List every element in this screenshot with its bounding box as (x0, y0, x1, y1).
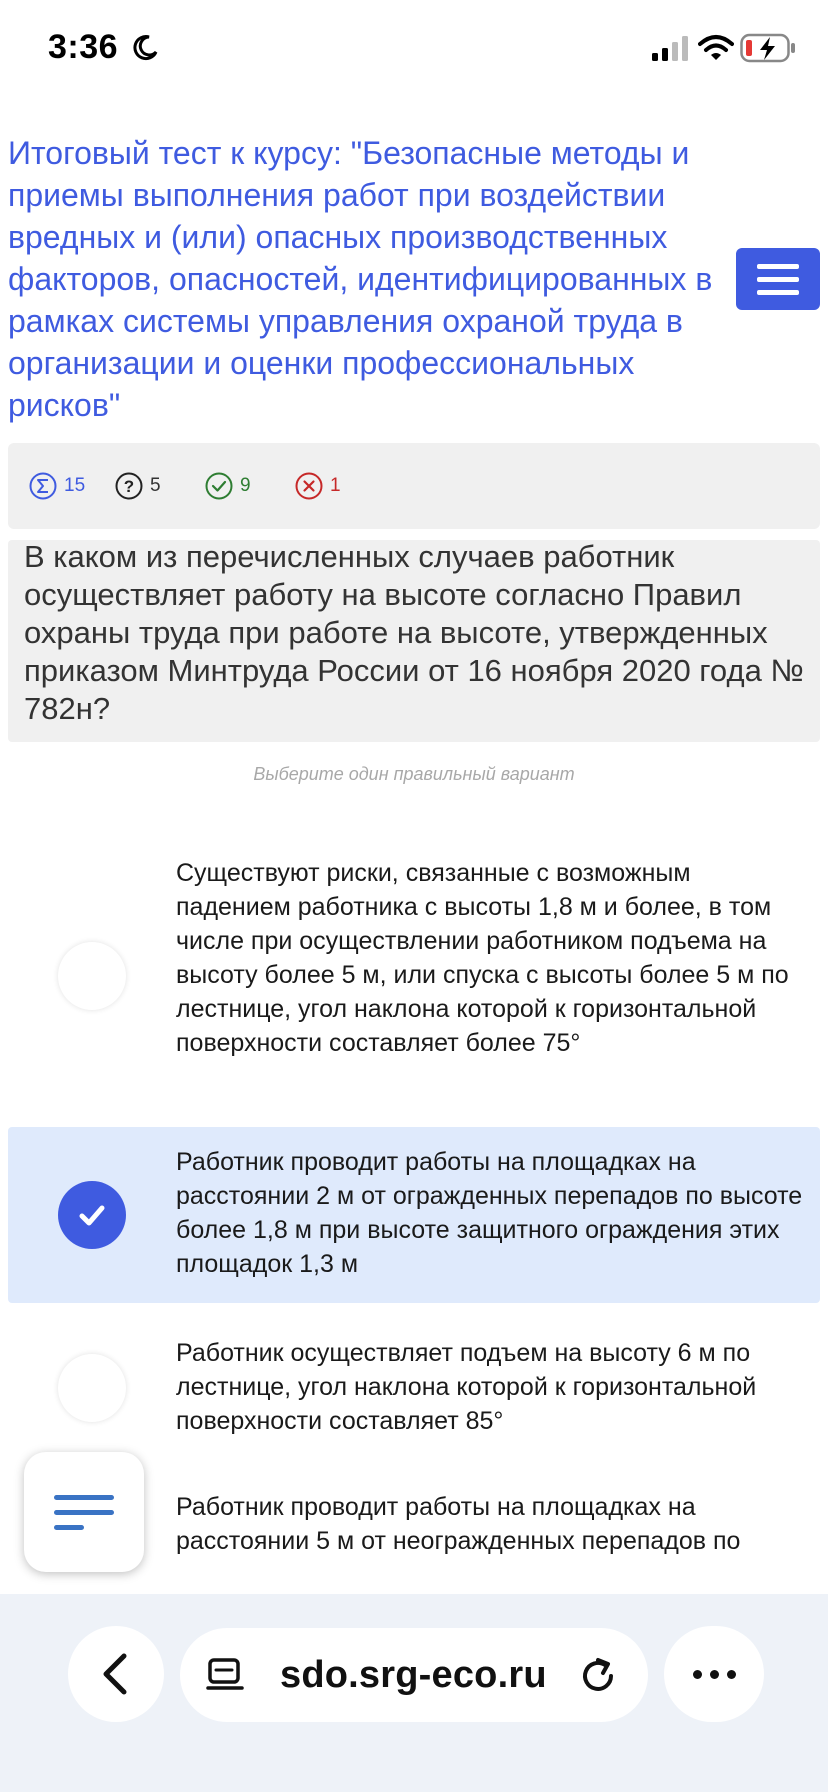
url-text: sdo.srg-eco.ru (280, 1654, 547, 1696)
menu-button[interactable] (736, 248, 820, 310)
wifi-icon (698, 34, 734, 62)
stat-correct-value: 9 (240, 475, 251, 496)
question-list-button[interactable] (24, 1452, 144, 1572)
answer-option-selected[interactable] (8, 1127, 820, 1303)
stat-questions-value: 5 (150, 475, 161, 496)
list-icon-line (54, 1495, 114, 1500)
test-title: Итоговый тест к курсу: "Безопасные методы и приемы выполнения работ при воздействии вредных и (или) опасных производственных факторов, опасностей, идентифицированных в рамках системы управления охраной труда в организации и оценки профессиональных рисков" (8, 135, 713, 423)
cross-circle-icon (294, 471, 324, 501)
answer-option-text: Работник проводит работы на площадках на расстоянии 5 м от неогражденных перепадов по (176, 1493, 741, 1555)
radio-button-checked[interactable] (58, 1181, 126, 1249)
question-mark-icon (114, 471, 144, 501)
more-dot (710, 1670, 719, 1679)
stat-wrong (294, 471, 341, 501)
more-dot (693, 1670, 702, 1679)
answer-hint: Выберите один правильный вариант (253, 764, 575, 784)
question-box (8, 540, 820, 742)
answer-option-text: Работник осуществляет подъем на высоту 6 м по лестнице, угол наклона которой к горизонтальной поверхности составляет 85° (176, 1339, 757, 1435)
radio-button[interactable] (58, 942, 126, 1010)
stat-questions (114, 471, 161, 501)
reader-mode-icon (206, 1658, 244, 1694)
status-bar (0, 0, 828, 100)
radio-button[interactable] (58, 1354, 126, 1422)
question-text: В каком из перечисленных случаев работник осуществляет работу на высоте согласно Правил охраны труда при работе на высоте, утвержденных приказом Минтруда России от 16 ноября 2020 года № 782н? (24, 540, 804, 726)
checkmark-icon (74, 1197, 110, 1233)
sigma-icon (28, 471, 58, 501)
list-icon-line (54, 1510, 114, 1515)
battery-charging-icon (740, 33, 796, 63)
answer-option-text: Работник проводит работы на площадках на расстоянии 2 м от огражденных перепадов по высоте более 1,8 м при высоте защитного ограждения этих площадок 1,3 м (176, 1148, 803, 1278)
stat-total-value: 15 (64, 475, 86, 496)
browser-toolbar (0, 1594, 828, 1792)
answer-option[interactable] (8, 1336, 820, 1446)
status-time: 3:36 (48, 28, 119, 66)
moon-icon (132, 35, 158, 61)
stat-total (28, 471, 85, 501)
list-icon-line (54, 1525, 84, 1530)
answer-option[interactable] (8, 852, 820, 1092)
menu-icon-line (757, 264, 799, 269)
chevron-left-icon (96, 1652, 136, 1696)
menu-icon-line (757, 290, 799, 295)
back-button[interactable] (68, 1626, 164, 1722)
menu-icon-line (757, 277, 799, 282)
stats-bar (8, 443, 820, 529)
address-bar[interactable] (180, 1628, 648, 1722)
more-button[interactable] (664, 1626, 764, 1722)
stat-correct (204, 471, 251, 501)
answer-option-text: Существуют риски, связанные с возможным падением работника с высоты 1,8 м и более, в том числе при осуществлении работником подъема на высоту более 5 м, или спуска с высоты более 5 м по лестнице, угол наклона которой к горизонтальной поверхности составляет более 75° (176, 859, 789, 1057)
stat-wrong-value: 1 (330, 475, 341, 496)
check-circle-icon (204, 471, 234, 501)
more-dot (727, 1670, 736, 1679)
reload-icon[interactable] (578, 1656, 618, 1696)
cellular-signal-icon (652, 36, 690, 62)
svg-text:?: ? (123, 477, 135, 496)
